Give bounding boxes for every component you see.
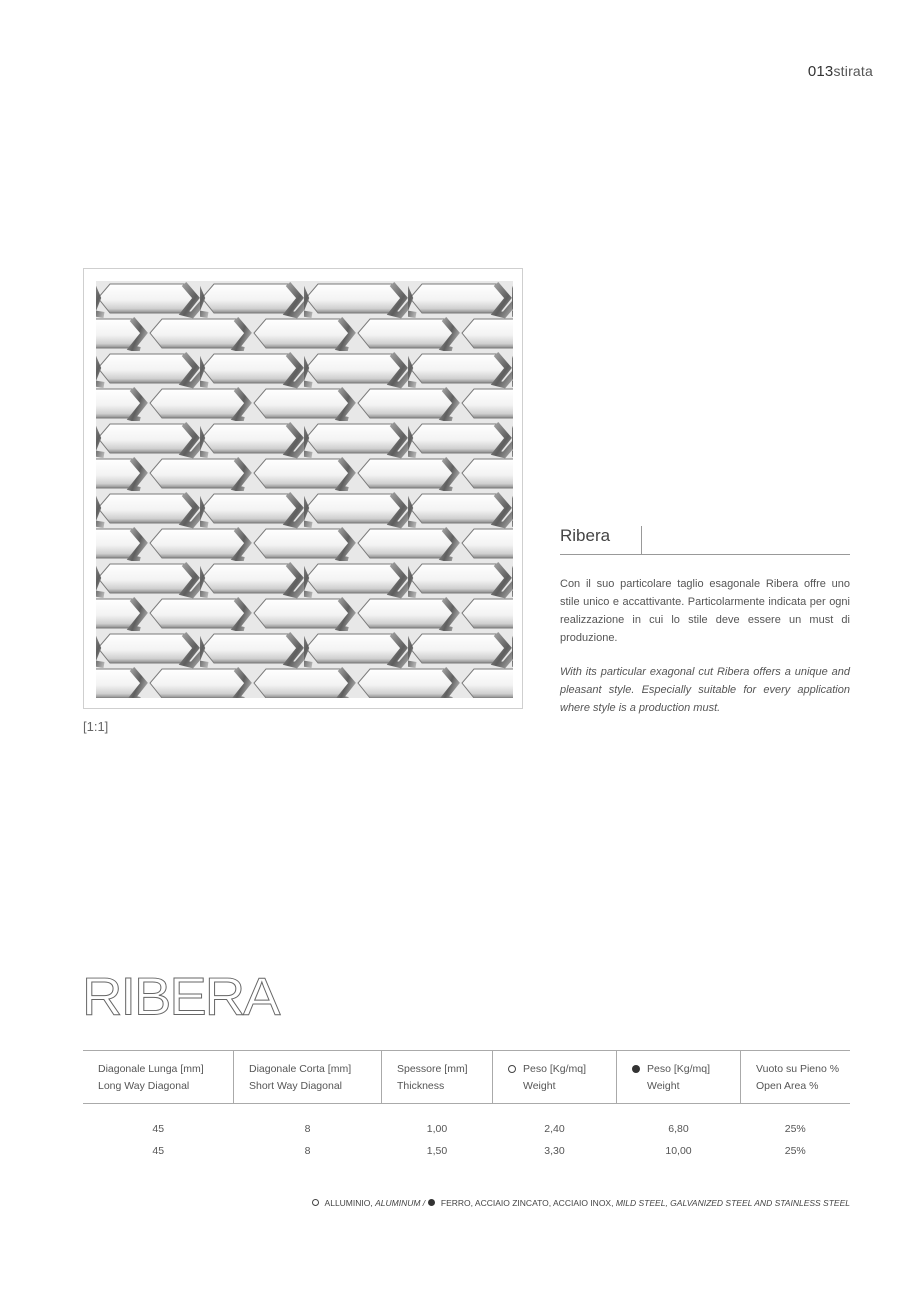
col-open-area: Vuoto su Pieno % Open Area % bbox=[741, 1051, 851, 1104]
hollow-circle-icon bbox=[508, 1065, 516, 1073]
section-name: stirata bbox=[833, 63, 873, 79]
col-thickness: Spessore [mm] Thickness bbox=[382, 1051, 493, 1104]
product-photo-frame bbox=[83, 268, 523, 709]
spec-table bbox=[83, 1050, 850, 1162]
product-name: Ribera bbox=[560, 526, 611, 545]
filled-circle-icon bbox=[428, 1199, 435, 1206]
col-weight-aluminum: Peso [Kg/mq] Weight bbox=[493, 1051, 617, 1104]
filled-circle-icon bbox=[632, 1065, 640, 1073]
mesh-photo bbox=[96, 281, 513, 698]
col-short-diagonal: Diagonale Corta [mm] Short Way Diagonal bbox=[234, 1051, 382, 1104]
product-title-block bbox=[560, 526, 850, 555]
material-legend: ALLUMINIO, ALUMINUM / FERRO, ACCIAIO ZINCATO, ACCIAIO INOX, MILD STEEL, GALVANIZED STEEL AND STAINLESS STEEL bbox=[312, 1198, 850, 1208]
col-weight-steel: Peso [Kg/mq] Weight bbox=[617, 1051, 741, 1104]
table-row: 45 8 1,00 2,40 6,80 25% bbox=[152, 1123, 806, 1135]
table-row: 45 8 1,50 3,30 10,00 25% bbox=[152, 1145, 806, 1157]
description-italian: Con il suo particolare taglio esagonale Ribera offre uno stile unico e accattivante. Particolarmente indicata per ogni realizzazione in cui lo stile deve essere un must di produzione. bbox=[560, 578, 850, 644]
title-divider bbox=[641, 526, 642, 554]
page-number: 013 bbox=[807, 63, 834, 80]
page-header bbox=[808, 63, 873, 80]
spec-table-header bbox=[83, 1051, 850, 1104]
scale-label: [1:1] bbox=[83, 719, 109, 734]
product-description bbox=[560, 575, 850, 733]
big-product-title: RIBERA bbox=[82, 966, 279, 1026]
col-long-diagonal: Diagonale Lunga [mm] Long Way Diagonal bbox=[83, 1051, 234, 1104]
description-english: With its particular exagonal cut Ribera offers a unique and pleasant style. Especially suitable for every application where style is a production must. bbox=[560, 666, 850, 714]
hollow-circle-icon bbox=[312, 1199, 319, 1206]
